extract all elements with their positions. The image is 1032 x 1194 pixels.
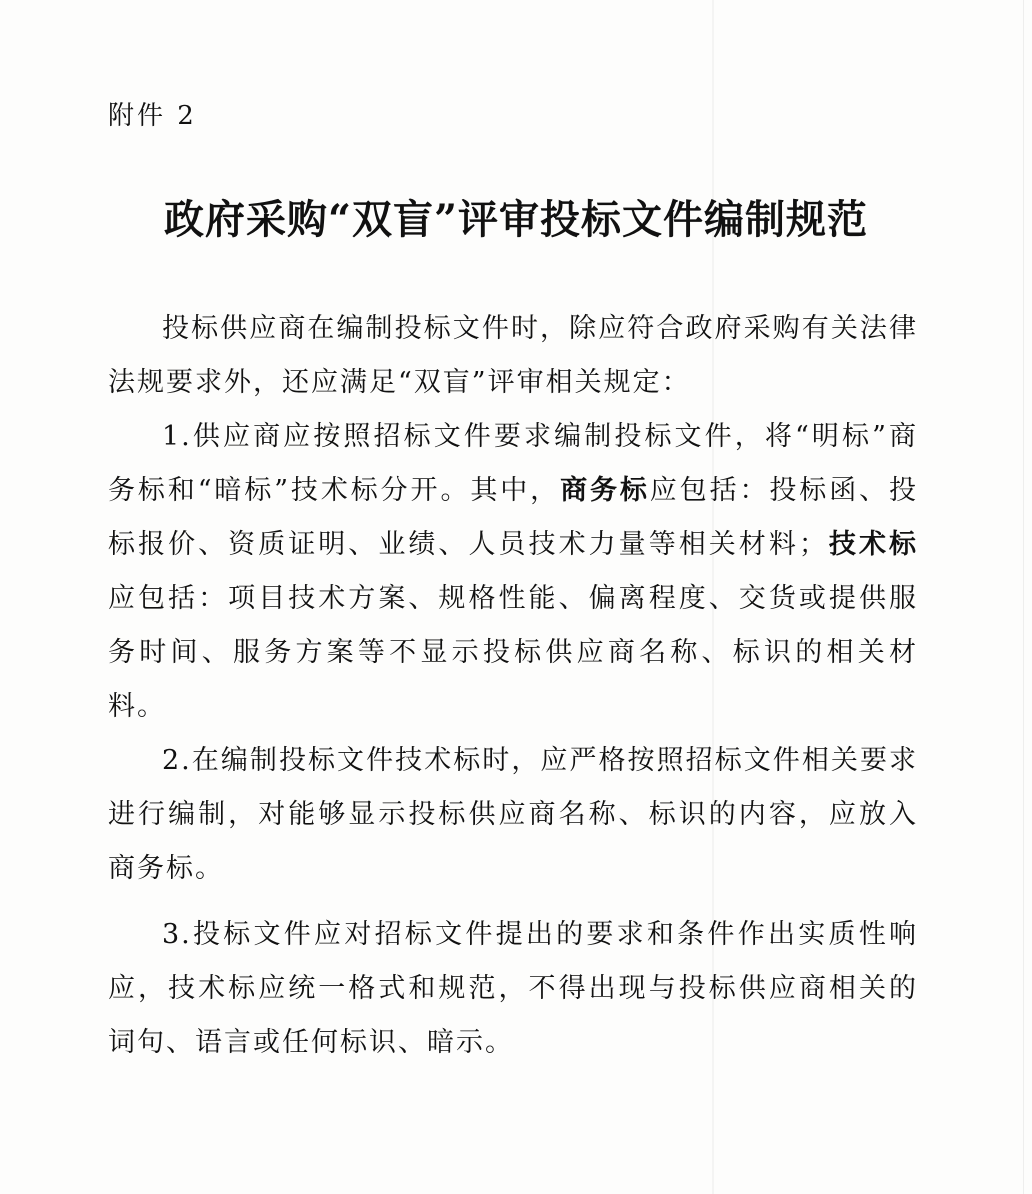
item1-bold-technical-bid: 技术标 <box>827 529 919 560</box>
item1-text-a: 1.供应商应按照招标文件要求编制投标文件，将“明标”商务标和“暗标”技术标分开。其中， <box>108 421 918 506</box>
item1-text-b: 应包括：投标函、投标报价、资质证明、业绩、人员技术力量等相关材料； <box>108 475 919 560</box>
paragraph-item-1 <box>108 410 918 734</box>
paragraph-item-3: 3.投标文件应对招标文件提出的要求和条件作出实质性响应，技术标应统一格式和规范，不得出现与投标供应商相关的词句、语言或任何标识、暗示。 <box>108 919 918 1058</box>
attachment-label: 附件 2 <box>108 101 197 131</box>
paragraph-item-2: 2.在编制投标文件技术标时，应严格按照招标文件相关要求进行编制，对能够显示投标供应商名称、标识的内容，应放入商务标。 <box>108 745 918 884</box>
document-title: 政府采购“双盲”评审投标文件编制规范 <box>163 196 868 243</box>
scan-edge-line <box>1023 0 1024 1194</box>
paragraph-intro: 投标供应商在编制投标文件时，除应符合政府采购有关法律法规要求外，还应满足“双盲”评审相关规定： <box>108 313 918 398</box>
item1-text-c: 应包括：项目技术方案、规格性能、偏离程度、交货或提供服务时间、服务方案等不显示投标供应商名称、标识的相关材料。 <box>108 583 918 722</box>
document-body <box>108 302 918 1070</box>
item1-bold-business-bid: 商务标 <box>560 475 650 506</box>
